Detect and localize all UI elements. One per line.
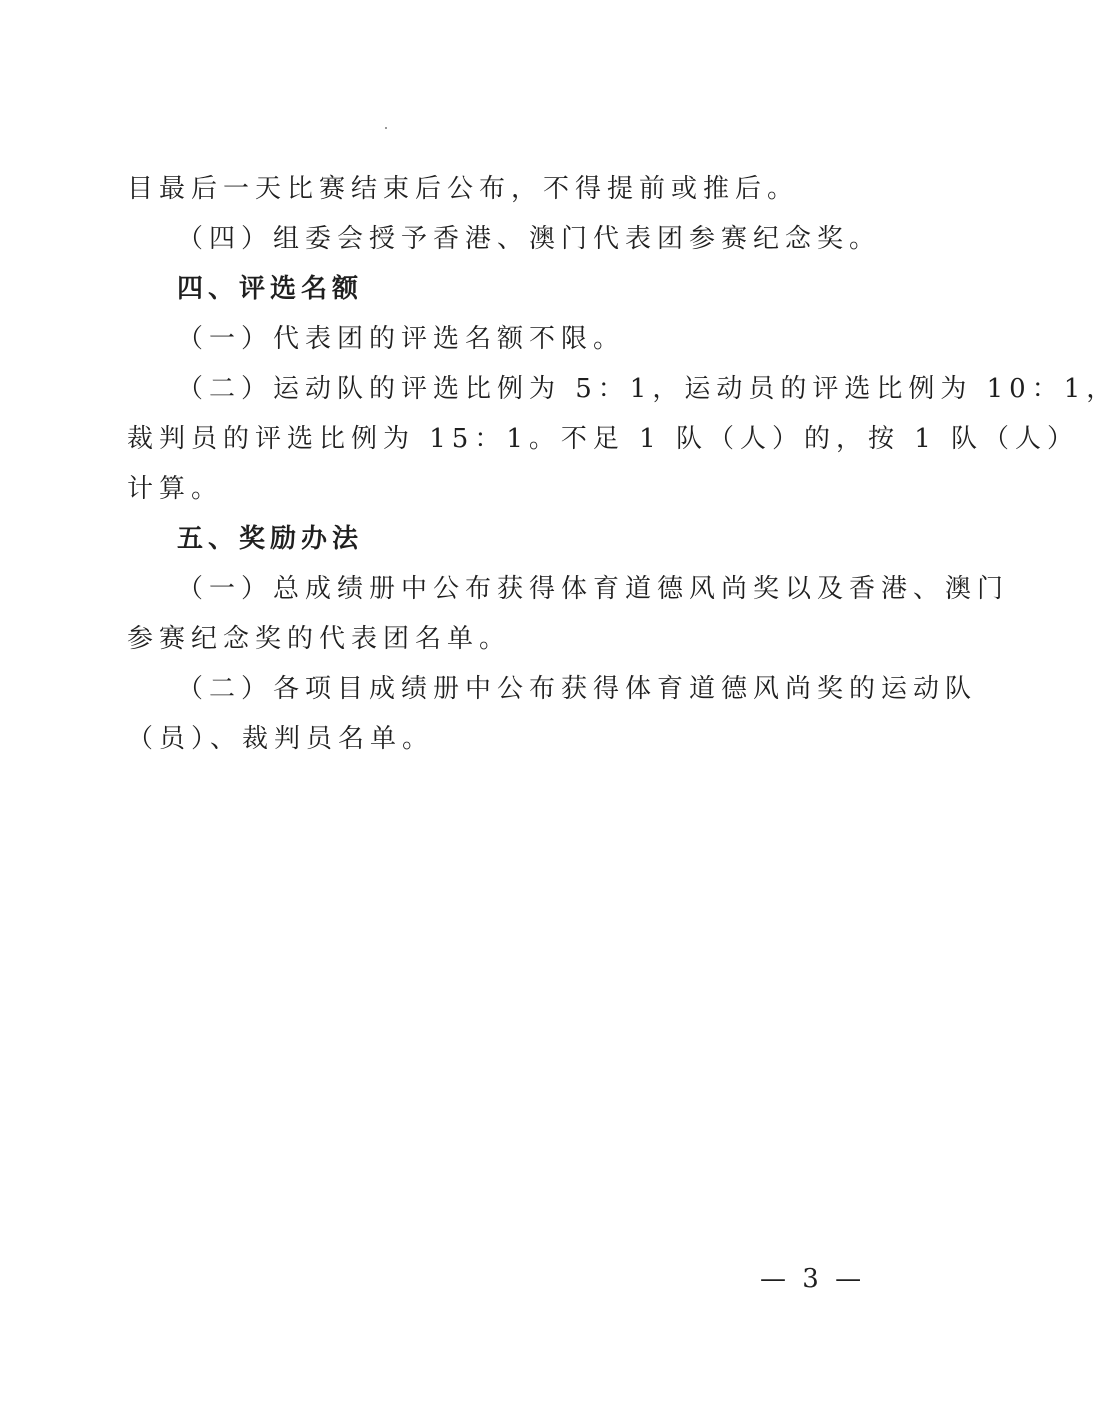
paragraph-line: （二）各项目成绩册中公布获得体育道德风尚奖的运动队 [177, 674, 978, 704]
section-heading: 五、奖励办法 [177, 524, 364, 554]
paragraph-line: （四）组委会授予香港、澳门代表团参赛纪念奖。 [177, 224, 882, 254]
paragraph-line: 裁判员的评选比例为 15：1。不足 1 队（人）的，按 1 队（人） [127, 424, 1080, 454]
paragraph-line: （一）代表团的评选名额不限。 [177, 324, 626, 354]
paragraph-line: （员）、裁判员名单。 [127, 724, 435, 754]
paragraph-line: 目最后一天比赛结束后公布，不得提前或推后。 [127, 174, 800, 204]
section-heading: 四、评选名额 [177, 274, 364, 304]
paragraph-line: 参赛纪念奖的代表团名单。 [127, 624, 512, 654]
scan-speck [385, 127, 387, 129]
paragraph-line: （一）总成绩册中公布获得体育道德风尚奖以及香港、澳门 [177, 574, 1010, 604]
paragraph-line: 计算。 [127, 474, 224, 504]
paragraph-line: （二）运动队的评选比例为 5：1，运动员的评选比例为 10：1， [177, 374, 1118, 404]
page-number: — 3 — [760, 1264, 866, 1294]
